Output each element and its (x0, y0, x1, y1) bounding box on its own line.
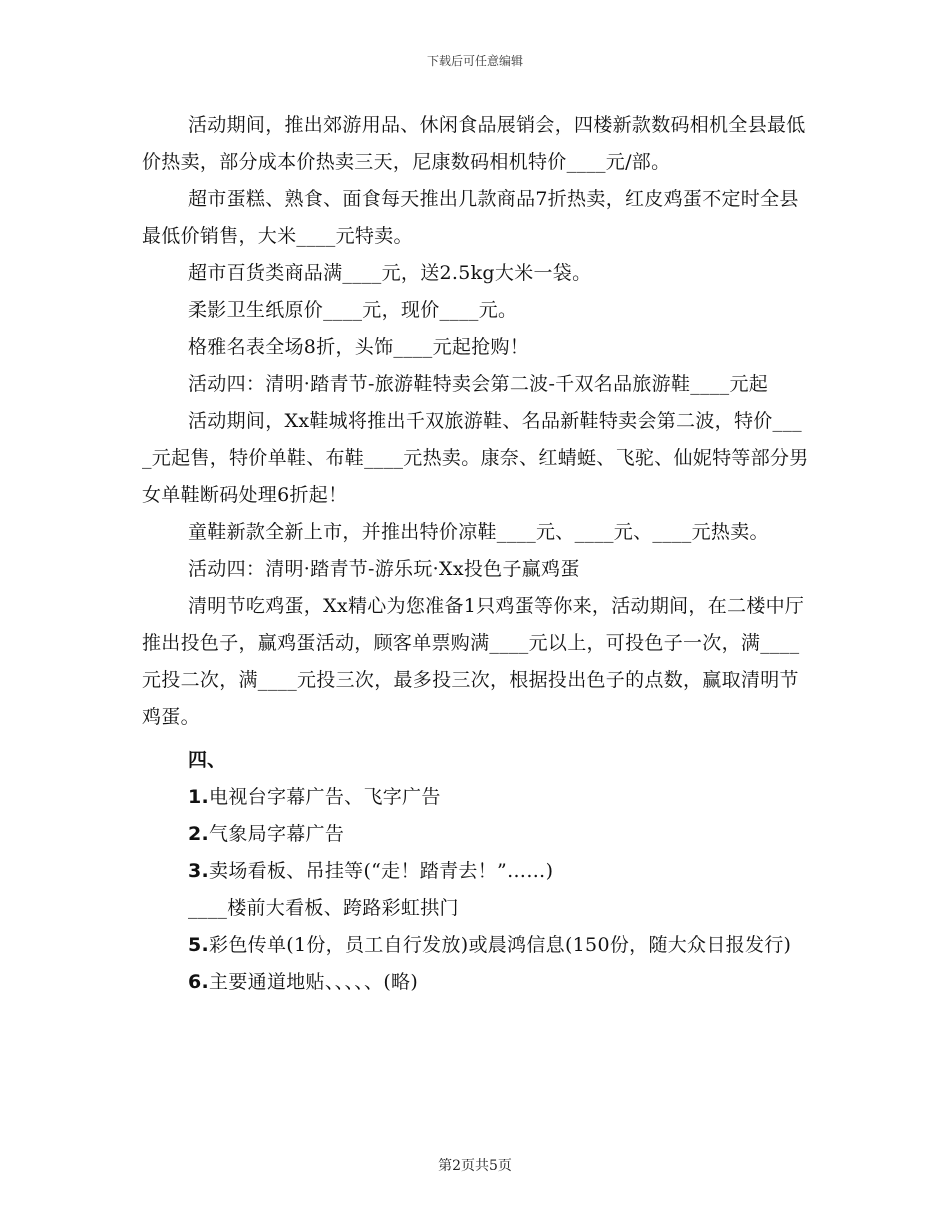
list-number: 3. (188, 860, 210, 882)
list-text: 彩色传单(1份，员工自行发放)或晨鸿信息(150份，随大众日报发行) (209, 934, 792, 956)
paragraph: 活动期间，Xx鞋城将推出千双旅游鞋、名品新鞋特卖会第二波，特价____元起售，特价单鞋、布鞋____元热卖。康奈、红蜻蜓、飞驼、仙妮特等部分男女单鞋断码处理6折起！ (142, 410, 809, 506)
paragraph: 超市蛋糕、熟食、面食每天推出几款商品7折热卖，红皮鸡蛋不定时全县最低价销售，大米____元特卖。 (142, 188, 799, 247)
page-footer: 第2页共5页 (438, 1158, 512, 1174)
list-item (142, 779, 810, 816)
list-item (142, 964, 810, 1001)
list-number: 2. (188, 823, 210, 845)
list-item (142, 927, 810, 964)
list-text: 卖场看板、吊挂等(“走！踏青去！”……) (209, 860, 554, 882)
list-number: 6. (188, 971, 210, 993)
activity-title: 活动四：清明·踏青节-游乐玩·Xx投色子赢鸡蛋 (188, 558, 580, 580)
list-item (142, 816, 810, 853)
activity-title: 活动四：清明·踏青节-旅游鞋特卖会第二波-千双名品旅游鞋____元起 (188, 373, 769, 395)
list-item (142, 890, 810, 927)
list-item (142, 853, 810, 890)
paragraph: 童鞋新款全新上市，并推出特价凉鞋____元、____元、____元热卖。 (188, 521, 769, 543)
paragraph: 超市百货类商品满____元，送2.5kg大米一袋。 (188, 262, 592, 284)
paragraph: 柔影卫生纸原价____元，现价____元。 (188, 299, 518, 321)
list-number: 1. (188, 786, 210, 808)
paragraph: 活动期间，推出郊游用品、休闲食品展销会，四楼新款数码相机全县最低价热卖，部分成本价热卖三天，尼康数码相机特价____元/部。 (142, 114, 806, 173)
section-heading: 四、 (188, 749, 227, 771)
document-body (142, 107, 810, 1001)
list-text: ____楼前大看板、跨路彩虹拱门 (188, 897, 459, 919)
list-number: 5. (188, 934, 210, 956)
list-text: 气象局字幕广告 (209, 823, 345, 845)
list-text: 主要通道地贴、、、、、(略) (209, 971, 419, 993)
page-header: 下载后可任意编辑 (426, 54, 523, 68)
paragraph: 格雅名表全场8折，头饰____元起抢购！ (188, 336, 530, 358)
list-text: 电视台字幕广告、飞字广告 (209, 786, 441, 808)
paragraph: 清明节吃鸡蛋，Xx精心为您准备1只鸡蛋等你来，活动期间，在二楼中厅推出投色子，赢鸡蛋活动，顾客单票购满____元以上，可投色子一次，满____元投二次，满____元投三次，最多投三次，根据投出色子的点数，赢取清明节鸡蛋。 (142, 595, 805, 728)
